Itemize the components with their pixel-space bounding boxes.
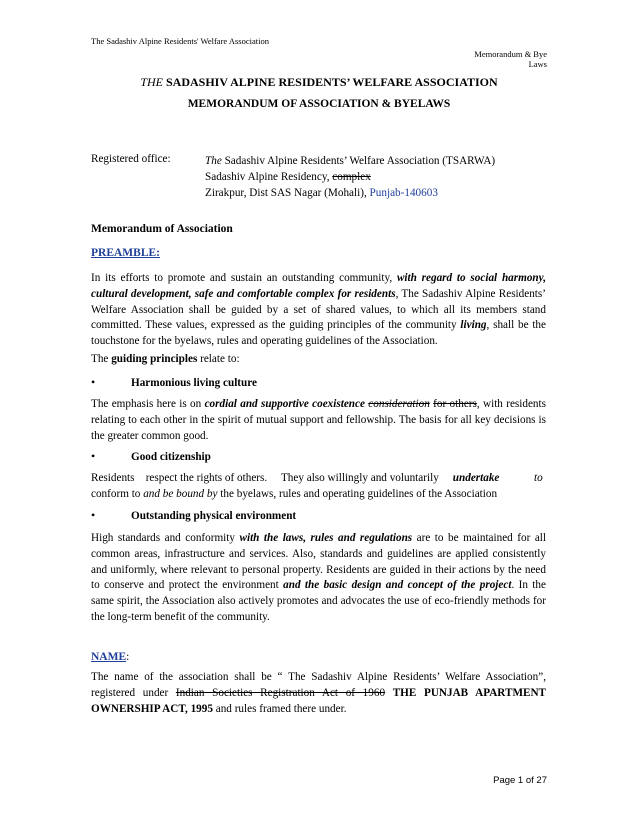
environment-text-2: are to be maintained for all common areas, infrastructure and services. Also, standards and guidelines are applied consistently and uniformly, where relevant to personal property. Residents are guided in their actions by the need to conserve and protect the environment	[91, 532, 546, 592]
title-association-name: SADASHIV ALPINE RESIDENTS’ WELFARE ASSOCIATION	[166, 75, 498, 89]
harmonious-text-1: The emphasis here is on	[91, 398, 205, 410]
office-line-1-rest: Sadashiv Alpine Residents’ Welfare Association (TSARWA)	[221, 155, 496, 167]
environment-text-1: High standards and conformity	[91, 532, 240, 544]
preamble-paragraph	[91, 271, 546, 350]
bullet-title-citizenship: Good citizenship	[131, 451, 211, 463]
page-number: Page 1 of 27	[493, 775, 547, 786]
harmonious-struck-others: for others	[433, 398, 477, 410]
office-address	[205, 153, 495, 201]
bullet-icon: •	[91, 375, 96, 389]
guiding-text-1: The	[91, 353, 112, 365]
harmonious-text-2: , with residents relating to each other in the spirit of mutual support and fellowship. The basis for all key decisions is the greater common good.	[91, 398, 546, 442]
name-paragraph	[91, 670, 546, 717]
name-heading-colon: :	[126, 651, 130, 663]
running-header-left: The Sadashiv Alpine Residents' Welfare Association	[91, 36, 269, 46]
bullet-title-environment: Outstanding physical environment	[131, 510, 297, 522]
bullet-icon: •	[91, 449, 96, 463]
guiding-text-2: relate to:	[197, 353, 240, 365]
memorandum-heading: Memorandum of Association	[91, 223, 233, 235]
document-title	[0, 75, 638, 90]
bullet-icon: •	[91, 508, 96, 522]
preamble-text-2: , The Sadashiv Alpine Residents’ Welfare Association shall be guided by a set of shared values, to which all its members stand committed. These values, expressed as the guiding principles of the community	[91, 287, 546, 332]
title-prefix: THE	[140, 75, 163, 89]
citizenship-text-2: conform to	[91, 488, 144, 500]
name-text-1: The name of the association shall be “ The Sadashiv Alpine Residents’ Welfare Association”, registered under	[91, 671, 546, 699]
citizenship-text-1: Residents respect the rights of others. They also willingly and voluntarily	[91, 472, 453, 484]
citizenship-line-1	[91, 471, 546, 487]
preamble-heading[interactable]: PREAMBLE:	[91, 247, 160, 259]
preamble-text-3: , shall be the touchstone for the byelaws, rules and operating guidelines of the Association.	[91, 319, 546, 348]
guiding-principles-intro	[91, 353, 240, 365]
name-act: THE PUNJAB APARTMENT OWNERSHIP ACT, 1995	[91, 686, 547, 715]
preamble-text-1: In its efforts to promote and sustain an outstanding community,	[91, 272, 397, 284]
preamble-living: living	[460, 319, 487, 332]
environment-text-3: . In the same spirit, the Association also actively promotes and advocates the use of eco-friendly methods for the long-term benefit of the community.	[91, 579, 546, 623]
name-struck-act: Indian Societies Registration Act of 1960	[175, 686, 386, 699]
preamble-emphasis: with regard to social harmony, cultural development, safe and comfortable complex for residents	[91, 272, 546, 300]
bullet-title-harmonious: Harmonious living culture	[131, 377, 257, 389]
office-line-2	[205, 169, 495, 185]
office-line-2-text: Sadashiv Alpine Residency,	[205, 171, 333, 183]
citizenship-text-3: the byelaws, rules and operating guidelines of the Association	[217, 488, 498, 500]
citizenship-undertake: undertake	[452, 472, 500, 484]
citizenship-bound: and be bound by	[143, 488, 218, 500]
citizenship-to: to	[534, 472, 543, 484]
name-heading-link[interactable]: NAME	[91, 651, 127, 663]
environment-design: and the basic design and concept of the project	[283, 579, 512, 592]
office-label: Registered office:	[91, 153, 171, 165]
office-line-1	[205, 153, 495, 169]
name-heading	[91, 647, 129, 665]
harmonious-struck-consideration: consideration	[368, 398, 430, 410]
harmonious-paragraph	[91, 397, 546, 444]
name-text-2: and rules framed there under.	[212, 702, 347, 715]
environment-paragraph	[91, 531, 546, 626]
office-line-2-struck: complex	[332, 171, 371, 183]
name-space	[385, 687, 393, 699]
office-line-3-text: Zirakpur, Dist SAS Nagar (Mohali),	[205, 187, 370, 199]
harmonious-emphasis: cordial and supportive coexistence	[204, 398, 365, 410]
citizenship-line-2	[91, 487, 546, 503]
office-pincode: Punjab-140603	[369, 187, 438, 199]
environment-laws: with the laws, rules and regulations	[239, 532, 413, 544]
office-line-3	[205, 185, 495, 201]
document-subtitle: MEMORANDUM OF ASSOCIATION & BYELAWS	[187, 98, 451, 110]
guiding-bold: guiding principles	[111, 353, 198, 365]
running-header-right: Memorandum & Bye Laws	[474, 49, 547, 69]
office-line-1-prefix: The	[205, 155, 222, 167]
